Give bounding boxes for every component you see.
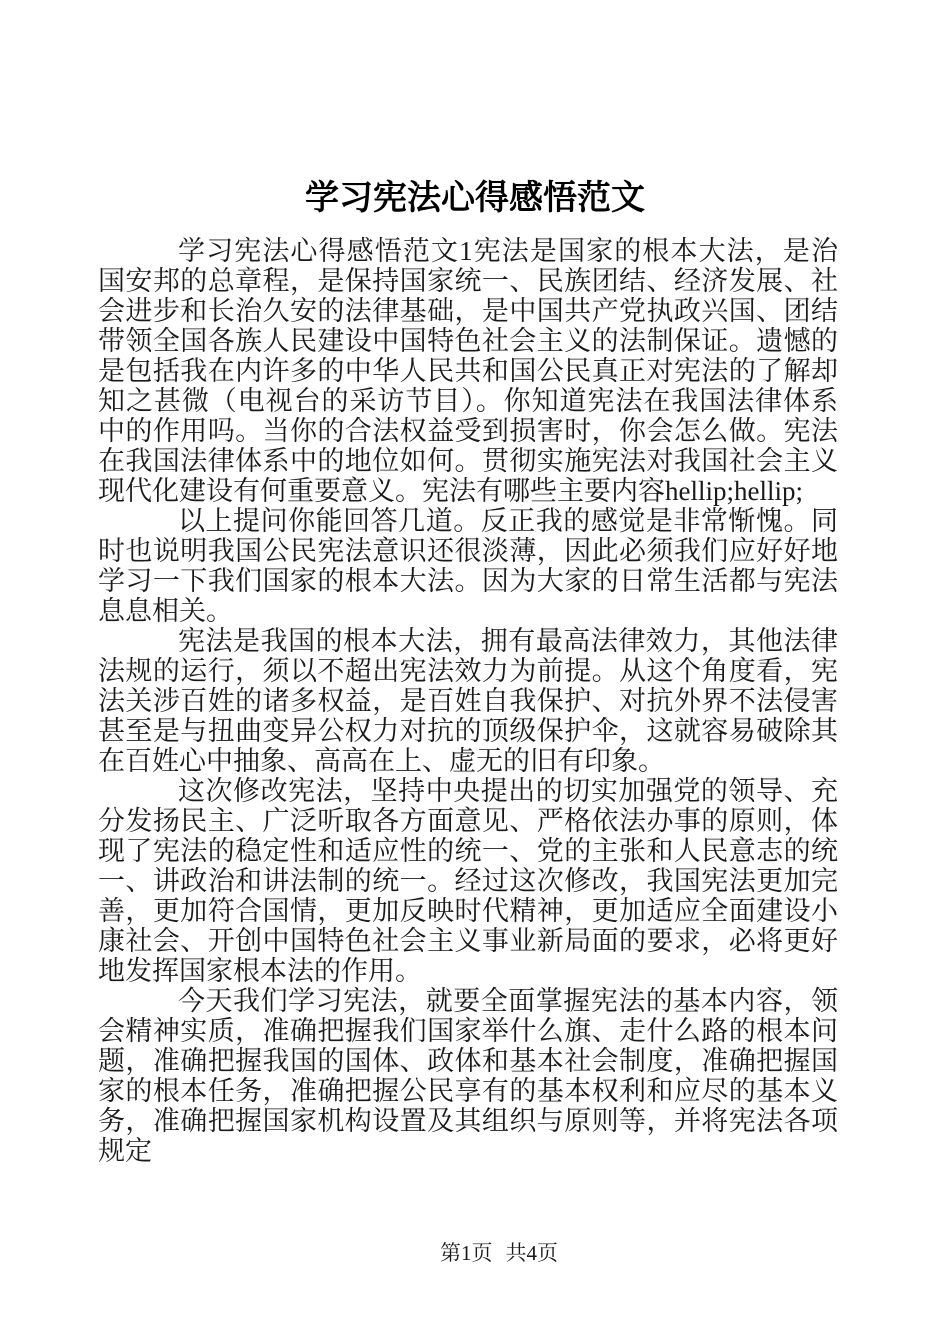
paragraph-4: 这次修改宪法，坚持中央提出的切实加强党的领导、充分发扬民主、广泛听取各方面意见、严格依法办事的原则，体现了宪法的稳定性和适应性的统一、党的主张和人民意志的统一、讲政治和讲法制的统一。经过这次修改，我国宪法更加完善，更加符合国情，更加反映时代精神，更加适应全面建设小康社会、开创中国特色社会主义事业新局面的要求，必将更好地发挥国家根本法的作用。	[98, 776, 838, 986]
document-body	[98, 236, 838, 1166]
footer-current-page: 第1页	[440, 1241, 493, 1265]
paragraph-3: 宪法是我国的根本大法，拥有最高法律效力，其他法律法规的运行，须以不超出宪法效力为前提。从这个角度看，宪法关涉百姓的诸多权益，是百姓自我保护、对抗外界不法侵害甚至是与扭曲变异公权力对抗的顶级保护伞，这就容易破除其在百姓心中抽象、高高在上、虚无的旧有印象。	[98, 626, 838, 776]
footer-total-pages: 共4页	[505, 1241, 558, 1265]
page-footer	[24, 1240, 950, 1266]
paragraph-2: 以上提问你能回答几道。反正我的感觉是非常惭愧。同时也说明我国公民宪法意识还很淡薄，因此必须我们应好好地学习一下我们国家的根本大法。因为大家的日常生活都与宪法息息相关。	[98, 506, 838, 626]
paragraph-5: 今天我们学习宪法，就要全面掌握宪法的基本内容，领会精神实质，准确把握我们国家举什么旗、走什么路的根本问题，准确把握我国的国体、政体和基本社会制度，准确把握国家的根本任务，准确把握公民享有的基本权利和应尽的基本义务，准确把握国家机构设置及其组织与原则等，并将宪法各项规定	[98, 986, 838, 1166]
paragraph-1: 学习宪法心得感悟范文1宪法是国家的根本大法，是治国安邦的总章程，是保持国家统一、民族团结、经济发展、社会进步和长治久安的法律基础，是中国共产党执政兴国、团结带领全国各族人民建设中国特色社会主义的法制保证。遗憾的是包括我在内许多的中华人民共和国公民真正对宪法的了解却知之甚微（电视台的采访节目）。你知道宪法在我国法律体系中的作用吗。当你的合法权益受到损害时，你会怎么做。宪法在我国法律体系中的地位如何。贯彻实施宪法对我国社会主义现代化建设有何重要意义。宪法有哪些主要内容hellip;hellip;	[98, 236, 838, 506]
page-title: 学习宪法心得感悟范文	[305, 180, 645, 217]
